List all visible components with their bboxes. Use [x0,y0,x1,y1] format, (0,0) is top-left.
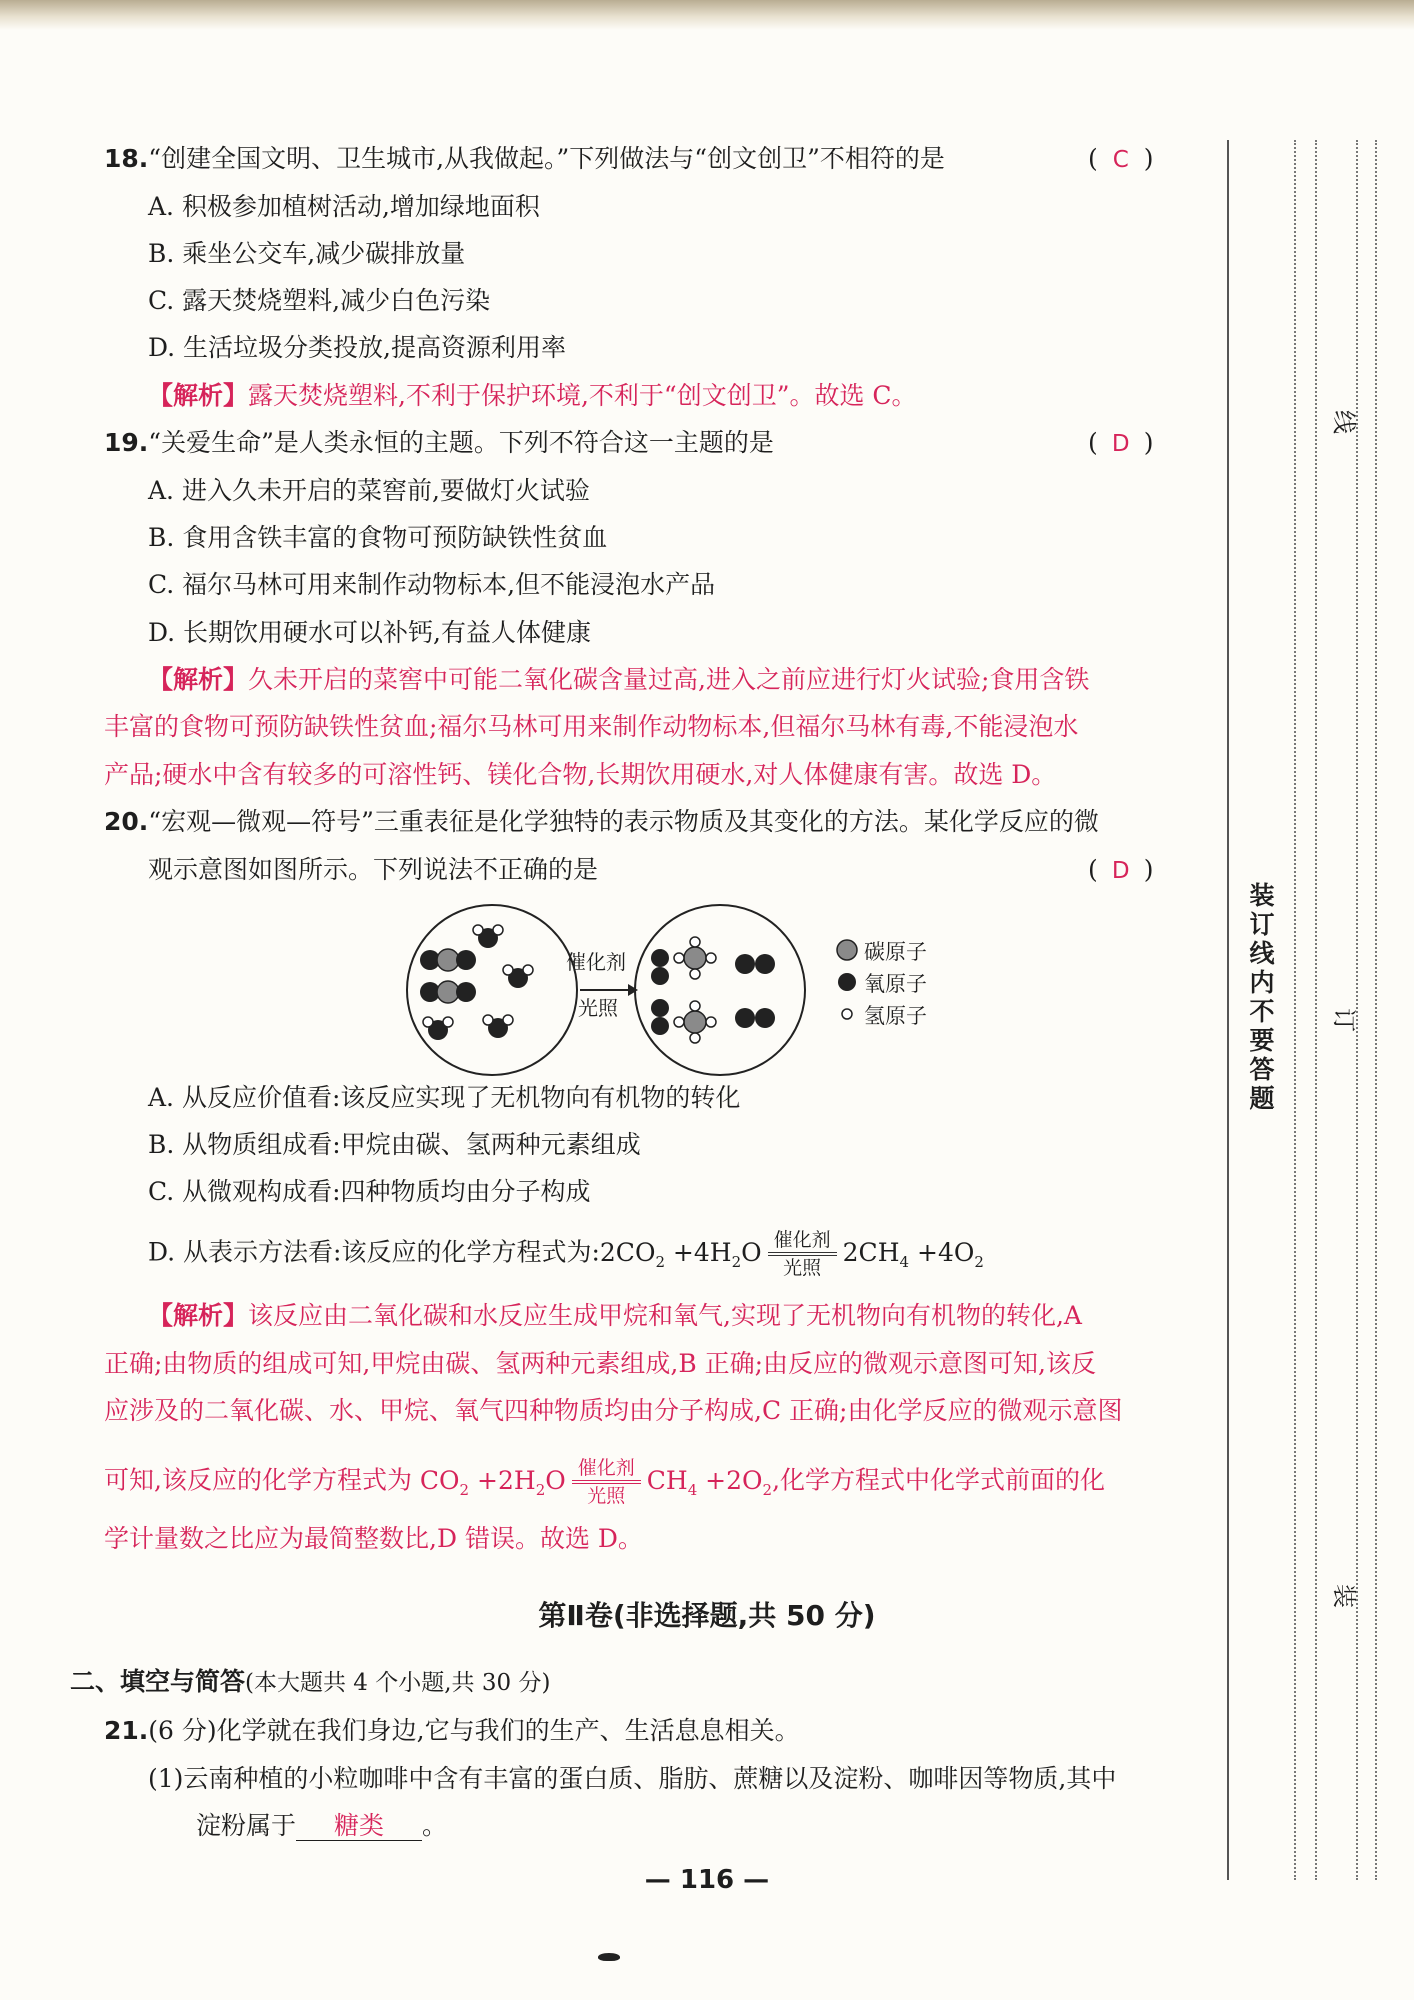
binding-char-zhuang: 装 [1330,1584,1358,1608]
q20-analysis-tag: 【解析】 [148,1301,249,1330]
binding-dotted-line-4 [1375,140,1377,1880]
binding-warning-text: 装订线内不要答题 [1242,878,1278,1118]
q19-option-d: D. 长期饮用硬水可以补钙,有益人体健康 [148,618,591,647]
co2-molecule [420,949,476,971]
q21-sub1-line-1: (1)云南种植的小粒咖啡中含有丰富的蛋白质、脂肪、蔗糖以及淀粉、咖啡因等物质,其中 [148,1764,1117,1793]
q20-analysis-eq-left: $CO_2 +2H_2O$ [419,1465,566,1499]
q19-stem [104,427,774,459]
arrow-condition-bottom: 光照 [578,996,618,1020]
q19-option-b: B. 食用含铁丰富的食物可预防缺铁性贫血 [148,523,608,552]
q19-analysis-line-1 [148,664,1089,696]
ch4-molecule [674,1001,716,1043]
legend-carbon: 碳原子 [864,940,927,964]
q18-option-b: B. 乘坐公交车,减少碳排放量 [148,239,466,268]
q19-number: 19. [104,428,149,457]
q20-analysis-condition: $\frac{\text{催化剂}}{\text{光照}}$ [572,1458,641,1506]
part-2-heading [70,1666,550,1699]
binding-solid-line [1227,140,1229,1880]
ch4-molecule [674,937,716,979]
legend-oxygen: 氧原子 [864,972,927,996]
arrow-condition-top: 催化剂 [566,950,626,974]
binding-char-ding: 订 [1330,1008,1358,1032]
q21-stem-text: (6 分)化学就在我们身边,它与我们的生产、生活息息相关。 [148,1716,800,1745]
h2o-molecule [483,1015,513,1038]
q20-option-d-eq-right: $2CH_4 +4O_2$ [842,1237,984,1271]
q20-analysis-eq-right: $CH_4 +2O_2$ [646,1465,773,1499]
q19-answer-box: ( D ) [1088,427,1154,460]
q20-stem-text-1: “宏观—微观—符号”三重表征是化学独特的表示物质及其变化的方法。某化学反应的微 [148,807,1099,836]
h2o-molecule [503,965,533,988]
q20-option-b: B. 从物质组成看:甲烷由碳、氢两种元素组成 [148,1130,641,1159]
part-2-title: 二、填空与简答 [70,1667,246,1696]
carbon-legend-swatch [837,940,857,960]
q21-stem [104,1715,800,1747]
q20-analysis-line-5: 学计量数之比应为最简整数比,D 错误。故选 D。 [104,1524,643,1553]
q19-analysis-tag: 【解析】 [148,665,249,694]
binding-char-xian: 线 [1330,410,1358,434]
q18-option-d: D. 生活垃圾分类投放,提高资源利用率 [148,333,566,362]
q18-analysis [148,380,917,412]
q18-number: 18. [104,144,149,173]
q20-option-d-prefix: D. 从表示方法看:该反应的化学方程式为: [148,1237,600,1267]
co2-molecule [420,981,476,1003]
reaction-micro-diagram [400,900,1040,1080]
q21-number: 21. [104,1716,149,1745]
q19-option-c: C. 福尔马林可用来制作动物标本,但不能浸泡水产品 [148,570,716,599]
q18-stem [104,143,945,175]
binding-dotted-line-2 [1315,140,1317,1880]
q21-answer-blank[interactable]: 糖类 [296,1812,422,1841]
q19-answer: D [1111,431,1130,457]
q18-analysis-tag: 【解析】 [148,381,249,410]
h2o-molecule [473,925,503,948]
o2-molecule [651,999,669,1035]
q20-option-c: C. 从微观构成看:四种物质均由分子构成 [148,1177,591,1206]
q18-stem-text: “创建全国文明、卫生城市,从我做起。”下列做法与“创文创卫”不相符的是 [148,144,945,173]
o2-molecule [735,954,775,974]
q20-analysis-line-1 [148,1300,1082,1332]
q20-option-d-eq-left: $2CO_2 +4H_2O$ [599,1237,762,1271]
reaction-arrowhead [628,984,638,996]
q19-option-a: A. 进入久未开启的菜窖前,要做灯火试验 [148,476,590,505]
q20-analysis-line-2: 正确;由物质的组成可知,甲烷由碳、氢两种元素组成,B 正确;由反应的微观示意图可知,该反 [104,1349,1097,1378]
q19-analysis-text-1: 久未开启的菜窖中可能二氧化碳含量过高,进入之前应进行灯火试验;食用含铁 [248,665,1090,694]
q21-sub1-line-2: 淀粉属于 糖类 。 [196,1811,448,1840]
q18-option-c: C. 露天焚烧塑料,减少白色污染 [148,286,491,315]
q20-answer-box: ( D ) [1088,854,1154,887]
q18-option-a: A. 积极参加植树活动,增加绿地面积 [148,192,540,221]
page-mark [598,1953,620,1961]
part-2-note: (本大题共 4 个小题,共 30 分) [245,1670,551,1696]
binding-dotted-line-1 [1294,140,1296,1880]
q18-answer: C [1112,147,1129,173]
q20-analysis-line-3: 应涉及的二氧化碳、水、甲烷、氧气四种物质均由分子构成,C 正确;由化学反应的微观示意图 [104,1396,1123,1425]
section-2-title: 第Ⅱ卷(非选择题,共 50 分) [538,1599,876,1632]
q19-analysis-line-2: 丰富的食物可预防缺铁性贫血;福尔马林可用来制作动物标本,但福尔马林有毒,不能浸泡水 [104,712,1079,741]
q18-analysis-text: 露天焚烧塑料,不利于保护环境,不利于“创文创卫”。故选 C。 [248,381,917,410]
q20-answer: D [1111,858,1130,884]
q20-number: 20. [104,807,149,836]
h2o-molecule [423,1017,453,1040]
reaction-diagram-svg [400,900,1040,1080]
page-number: — 116 — [644,1865,770,1895]
oxygen-legend-swatch [838,973,856,991]
products-circle [635,905,805,1075]
q19-analysis-line-3: 产品;硬水中含有较多的可溶性钙、镁化合物,长期饮用硬水,对人体健康有害。故选 D。 [104,760,1057,789]
q20-stem-line-2: 观示意图如图所示。下列说法不正确的是 [148,855,599,884]
q19-stem-text: “关爱生命”是人类永恒的主题。下列不符合这一主题的是 [148,428,774,457]
o2-molecule [651,949,669,985]
legend-hydrogen: 氢原子 [864,1004,927,1028]
o2-molecule [735,1008,775,1028]
binding-margin [1215,140,1395,1880]
q20-stem-line-1 [104,806,1099,838]
q18-answer-box: ( C ) [1088,143,1154,176]
q20-analysis-line-4: 可知,该反应的化学方程式为 $CO_2 +2H_2O$ $\frac{\text{催化剂}}{\text{光照}}$ $CH_4 +2O_2$,化学方程式中化学式前面的化 [104,1457,1106,1507]
q20-analysis-text-1: 该反应由二氧化碳和水反应生成甲烷和氧气,实现了无机物向有机物的转化,A [248,1301,1082,1330]
q20-option-d [148,1230,984,1278]
q20-option-a: A. 从反应价值看:该反应实现了无机物向有机物的转化 [148,1083,741,1112]
hydrogen-legend-swatch [842,1009,852,1019]
q20-option-d-condition: $\frac{\text{催化剂}}{\text{光照}}$ [768,1230,837,1278]
